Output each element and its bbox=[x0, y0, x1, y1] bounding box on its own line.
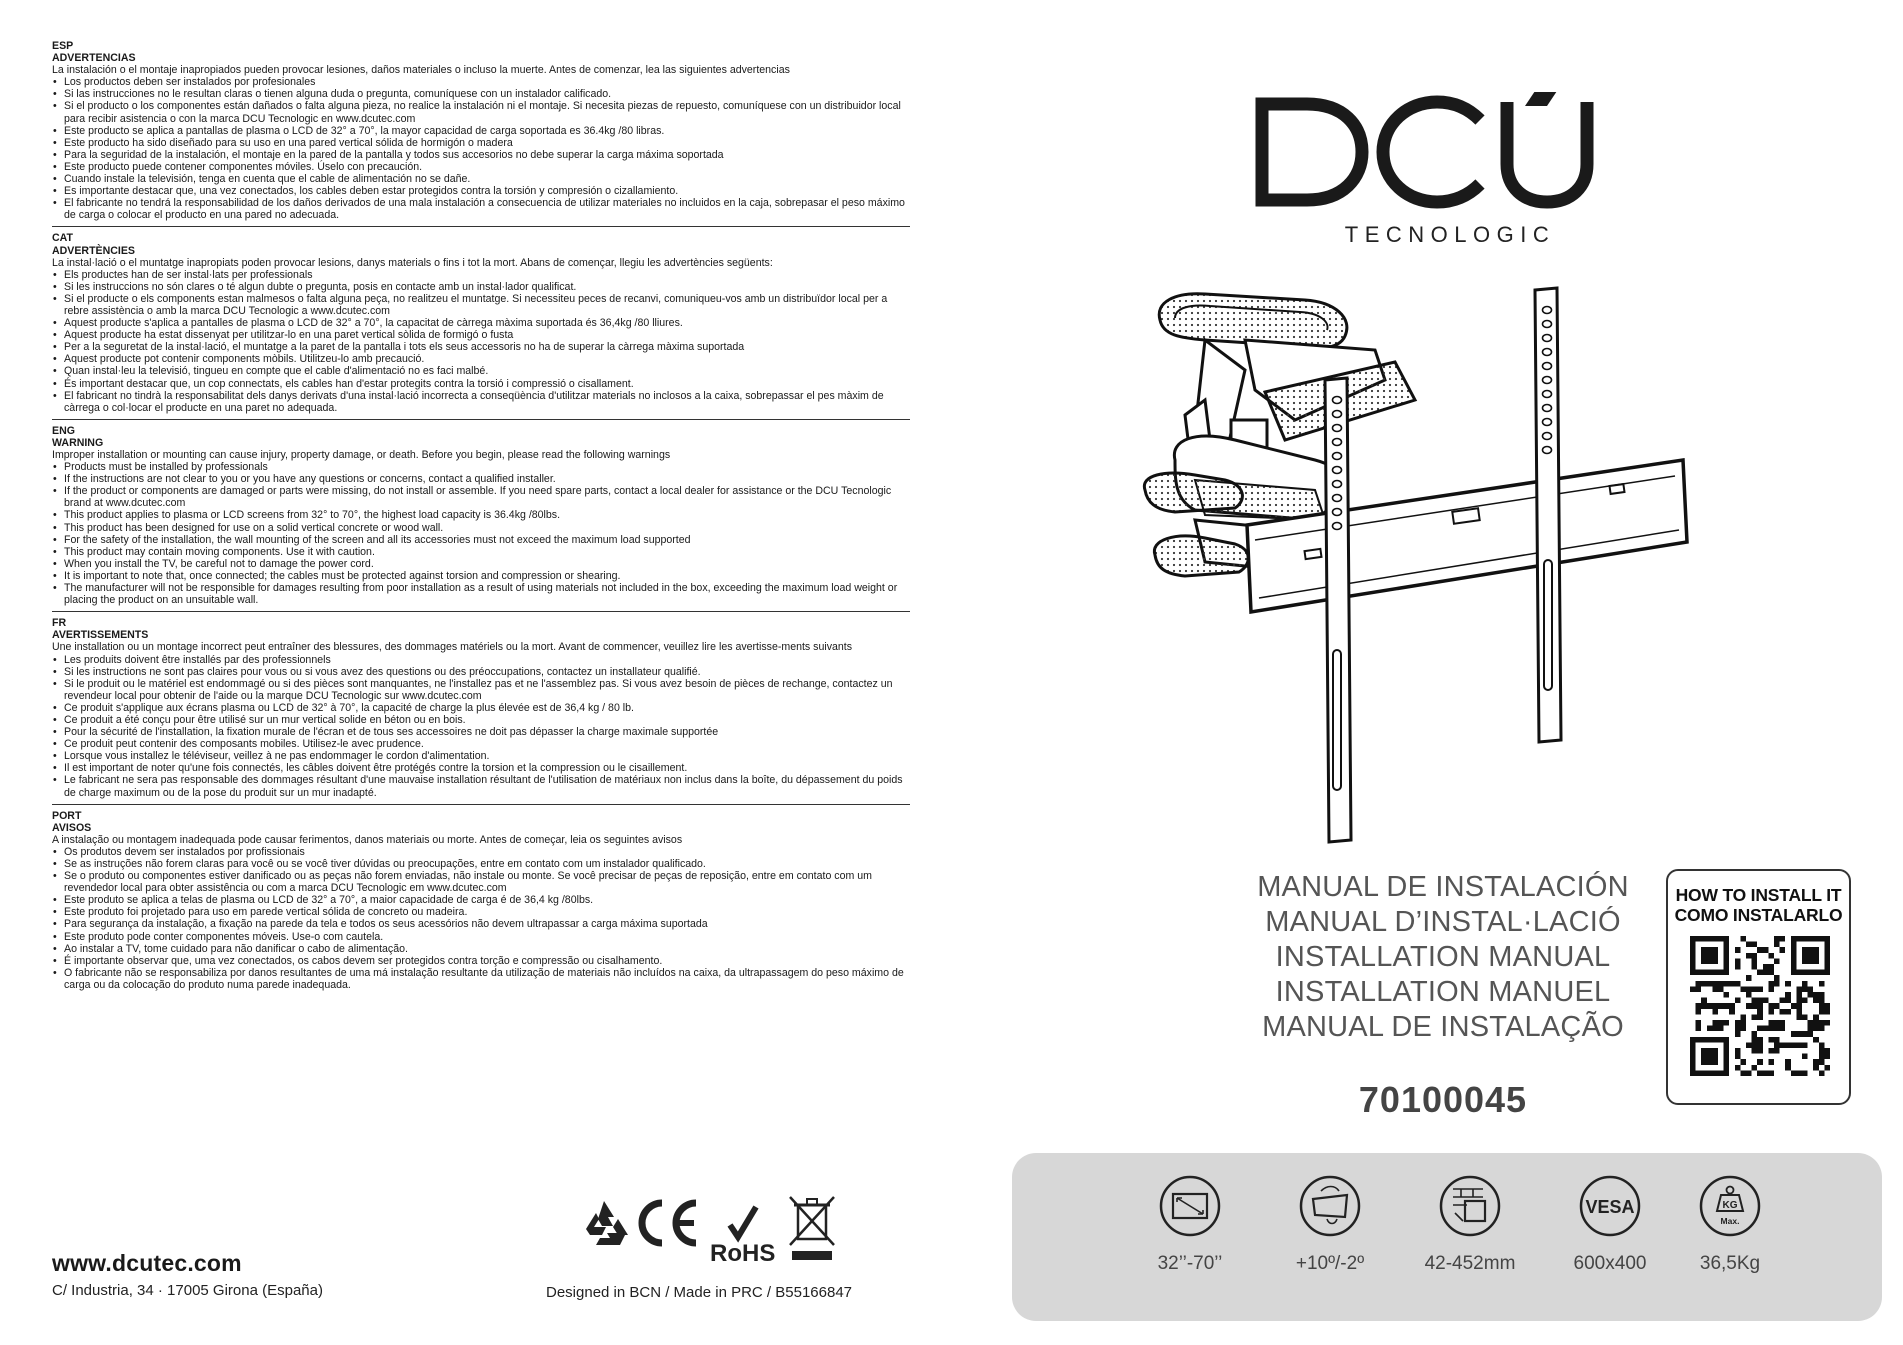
warning-item: • Este producto ha sido diseñado para su uso en una pared vertical sólida de hormigón o madera bbox=[52, 137, 910, 149]
svg-text:VESA: VESA bbox=[1585, 1197, 1635, 1217]
warning-section-fr bbox=[52, 617, 910, 804]
warning-section-cat bbox=[52, 232, 910, 419]
warning-item: • This product may contain moving components. Use it with caution. bbox=[52, 546, 910, 558]
warning-list bbox=[52, 846, 910, 991]
spec-wall-distance bbox=[1410, 1175, 1530, 1275]
title-es: MANUAL DE INSTALACIÓN bbox=[1257, 871, 1629, 903]
qr-code-box[interactable] bbox=[1666, 869, 1851, 1105]
warning-item: • Este producto se aplica a pantallas de plasma o LCD de 32° a 70°, la mayor capacidad de carga soportada es 36.4kg /80 libras. bbox=[52, 125, 910, 137]
warning-item: • Aquest producte pot contenir components mòbils. Utilitzeu-lo amb precaució. bbox=[52, 353, 910, 365]
warning-item: • El fabricante no tendrá la responsabilidad de los daños derivados de una mala instalación a consecuencia de utilizar materiales no incluidos en la caja, sobrepasar el peso máximo de carga o colocar el producto en una pared no adecuada. bbox=[52, 197, 910, 221]
website-link[interactable]: www.dcutec.com bbox=[52, 1250, 242, 1276]
warning-item: • Para la seguridad de la instalación, el montaje en la pared de la pantalla y todos sus accesorios no debe superar la carga máxima soportada bbox=[52, 149, 910, 161]
warning-item: • Los productos deben ser instalados por profesionales bbox=[52, 76, 910, 88]
warning-list bbox=[52, 461, 910, 606]
warning-item: • Pour la sécurité de l'installation, la fixation murale de l'écran et de tous ses accessoires ne doit pas dépasser la charge maximale supportée bbox=[52, 726, 910, 738]
warning-item: • The manufacturer will not be responsible for damages resulting from poor installation as a result of using materials not included in the box, exceeding the maximum load weight or placing the product on an unsuitable wall. bbox=[52, 582, 910, 606]
warning-item: • When you install the TV, be careful not to damage the power cord. bbox=[52, 558, 910, 570]
warning-heading: WARNING bbox=[52, 436, 104, 449]
recycle-icon bbox=[586, 1201, 628, 1245]
svg-text:KG: KG bbox=[1722, 1200, 1738, 1211]
spec-max-weight-value: 36,5Kg bbox=[1699, 1253, 1761, 1274]
max-weight-icon bbox=[1699, 1175, 1761, 1237]
warning-item: • É importante observar que, uma vez conectados, os cabos devem ser protegidos contra torção e compressão ou cisalhamento. bbox=[52, 955, 910, 967]
title-en: INSTALLATION MANUAL bbox=[1275, 941, 1611, 973]
brand-tagline: TECNOLOGIC bbox=[1344, 222, 1556, 247]
warning-item: • Ce produit s'applique aux écrans plasma ou LCD de 32° à 70°, la capacité de charge la plus élevée est de 36,4 kg / 80 lb. bbox=[52, 702, 910, 714]
model-number: 70100045 bbox=[1358, 1079, 1528, 1120]
qr-caption-es: COMO INSTALARLO bbox=[1674, 905, 1843, 925]
warning-item: • Il est important de noter qu'une fois connectés, les câbles doivent être protégés contre la torsion et la compression ou le cisaillement. bbox=[52, 762, 910, 774]
warning-item: • Si les instruccions no són clares o té algun dubte o pregunta, posis en contacte amb un instal·lador qualificat. bbox=[52, 281, 910, 293]
warning-item: • Aquest producte s'aplica a pantalles de plasma o LCD de 32° a 70°, la capacitat de càrrega màxima suportada és 36,4kg /80 lliures. bbox=[52, 317, 910, 329]
ce-mark-icon bbox=[642, 1203, 696, 1243]
warning-item: • Ce produit peut contenir des composants mobiles. Utilisez-le avec prudence. bbox=[52, 738, 910, 750]
warning-item: • Aquest producte ha estat dissenyat per utilitzar-lo en una paret vertical sòlida de formigó o fusta bbox=[52, 329, 910, 341]
language-code: CAT bbox=[52, 232, 73, 245]
warning-intro: La instal·lació o el muntatge inapropiats poden provocar lesions, danys materials o fins i tot la mort. Abans de començar, llegiu les advertències següents: bbox=[52, 256, 773, 269]
warning-heading: ADVERTENCIAS bbox=[52, 52, 136, 65]
warning-item: • It is important to note that, once connected; the cables must be protected against torsion and compression or shearing. bbox=[52, 570, 910, 582]
warning-section-port bbox=[52, 810, 910, 996]
rohs-icon bbox=[710, 1207, 775, 1263]
warning-item: • Este produto foi projetado para uso em parede vertical sólida de concreto ou madeira. bbox=[52, 906, 910, 918]
warning-item: • Cuando instale la televisión, tenga en cuenta que el cable de alimentación no se dañe. bbox=[52, 173, 910, 185]
warning-item: • Els productes han de ser instal·lats per professionals bbox=[52, 269, 910, 281]
warning-item: • This product has been designed for use on a solid vertical concrete or wood wall. bbox=[52, 522, 910, 534]
spec-panel bbox=[1012, 1153, 1882, 1321]
warning-item: • Le fabricant ne sera pas responsable des dommages résultant d'une mauvaise installation résultant de l'utilisation de matériaux non inclus dans la boîte, du dépassement du poids de charge maximum ou de la pose du produit sur un mur inadapté. bbox=[52, 774, 910, 798]
warning-intro: La instalación o el montaje inapropiados pueden provocar lesiones, daños materiales o incluso la muerte. Antes de comenzar, lea las siguientes advertencias bbox=[52, 64, 790, 77]
warning-item: • Products must be installed by professionals bbox=[52, 461, 910, 473]
spec-vesa bbox=[1550, 1175, 1670, 1275]
warning-heading: ADVERTÈNCIES bbox=[52, 244, 135, 257]
certification-marks bbox=[576, 1193, 846, 1263]
warning-intro: A instalação ou montagem inadequada pode causar ferimentos, danos materiais ou morte. Antes de começar, leia os seguintes avisos bbox=[52, 833, 683, 846]
spec-tilt bbox=[1270, 1175, 1390, 1275]
manual-titles bbox=[1238, 870, 1648, 1045]
warning-item: • If the product or components are damaged or parts were missing, do not install or assemble. If you need spare parts, contact a local dealer for assistance or the DCU Tecnologic brand at www.dcutec.com bbox=[52, 485, 910, 509]
language-code: FR bbox=[52, 617, 67, 630]
warning-item: • Per a la seguretat de la instal·lació, el muntatge a la paret de la pantalla i tots els seus accessoris no ha de superar la càrrega màxima suportada bbox=[52, 341, 910, 353]
warning-list bbox=[52, 76, 910, 221]
wall-distance-icon bbox=[1439, 1175, 1501, 1237]
tv-wall-mount-illustration bbox=[1135, 280, 1695, 850]
screen-size-icon bbox=[1159, 1175, 1221, 1237]
svg-text:Max.: Max. bbox=[1720, 1216, 1740, 1226]
title-fr: INSTALLATION MANUEL bbox=[1275, 976, 1611, 1008]
warning-item: • Ao instalar a TV, tome cuidado para não danificar o cabo de alimentação. bbox=[52, 943, 910, 955]
warning-item: • Si las instrucciones no le resultan claras o tienen alguna duda o pregunta, comuníquese con un instalador calificado. bbox=[52, 88, 910, 100]
warning-heading: AVERTISSEMENTS bbox=[52, 629, 149, 642]
warning-item: • Si le produit ou le matériel est endommagé ou si des pièces sont manquantes, ne l'installez pas et ne l'assemblez pas. Si vous avez besoin de pièces de rechange, contactez un revendeur local pour obtenir de l'aide ou la marque DCU Tecnologic sur www.dcutec.com bbox=[52, 678, 910, 702]
language-code: ENG bbox=[52, 424, 75, 437]
spec-max-weight bbox=[1670, 1175, 1790, 1275]
warning-item: • Es importante destacar que, una vez conectados, los cables deben estar protegidos contra la torsión y compresión o cizallamiento. bbox=[52, 185, 910, 197]
company-address: C/ Industria, 34 · 17005 Girona (España) bbox=[52, 1282, 323, 1299]
warning-item: • Les produits doivent être installés par des professionnels bbox=[52, 654, 910, 666]
warning-section-eng bbox=[52, 425, 910, 612]
title-ca: MANUAL D’INSTAL·LACIÓ bbox=[1265, 906, 1621, 938]
warning-list bbox=[52, 654, 910, 799]
warning-item: • Este produto se aplica a telas de plasma ou LCD de 32° a 70°, a maior capacidade de carga é de 36,4 kg /80lbs. bbox=[52, 894, 910, 906]
warning-item: • Si el producte o els components estan malmesos o falta alguna peça, no realitzeu el muntatge. Si necessiteu peces de recanvi, comuniqueu-vos amb un distribuïdor local per a rebre assistència o amb la marca DCU Tecnologic a www.dcutec.com bbox=[52, 293, 910, 317]
title-pt: MANUAL DE INSTALAÇÃO bbox=[1262, 1011, 1624, 1043]
vesa-icon bbox=[1579, 1175, 1641, 1237]
warning-item: • El fabricant no tindrà la responsabilitat dels danys derivats d'una instal·lació incorrecta a conseqüència d'utilitzar materials no inclosos a la caixa, sobrepassar el pes màxim de càrrega o col·locar el producte en una paret no adequada. bbox=[52, 390, 910, 414]
warning-item: • Ce produit a été conçu pour être utilisé sur un mur vertical solide en béton ou en bois. bbox=[52, 714, 910, 726]
weee-bin-icon bbox=[790, 1197, 834, 1260]
tilt-icon bbox=[1299, 1175, 1361, 1237]
warning-item: • For the safety of the installation, the wall mounting of the screen and all its accessories must not exceed the maximum load supported bbox=[52, 534, 910, 546]
spec-screen-size-value: 32’’-70’’ bbox=[1157, 1253, 1223, 1274]
designed-in-text: Designed in BCN / Made in PRC / B55166847 bbox=[546, 1284, 853, 1301]
warning-intro: Improper installation or mounting can cause injury, property damage, or death. Before you begin, please read the following warnings bbox=[52, 449, 671, 461]
warning-item: • Lorsque vous installez le téléviseur, veillez à ne pas endommager le cordon d'alimentation. bbox=[52, 750, 910, 762]
rohs-label: RoHS bbox=[710, 1240, 776, 1263]
warning-item: • This product applies to plasma or LCD screens from 32° to 70°, the highest load capacity is 36.4kg /80lbs. bbox=[52, 509, 910, 521]
warning-item: • Si el producto o los componentes están dañados o falta alguna pieza, no realice la instalación ni el montaje. Si necesita piezas de repuesto, comuníquese con un distribuidor local para recibir asistencia o con la marca DCU Tecnologic en www.dcutec.com bbox=[52, 100, 910, 124]
warning-item: • Si les instructions ne sont pas claires pour vous ou si vous avez des questions ou des préoccupations, contactez un installateur qualifié. bbox=[52, 666, 910, 678]
spec-tilt-value: +10º/-2º bbox=[1295, 1253, 1365, 1274]
warning-intro: Une installation ou un montage incorrect peut entraîner des blessures, des dommages matériels ou la mort. Avant de commencer, veuillez lire les avertisse-ments suivants bbox=[52, 641, 853, 654]
warning-item: • És important destacar que, un cop connectats, els cables han d'estar protegits contra la torsió i compressió o cisallament. bbox=[52, 378, 910, 390]
qr-caption-en: HOW TO INSTALL IT bbox=[1675, 885, 1842, 905]
warning-item: • Se o produto ou componentes estiver danificado ou as peças não forem enviadas, não instale ou monte. Se você precisar de peças de reposição, entre em contato com um revendedor local para obter assistência ou com a marca DCU Tecnologic em www.dcutec.com bbox=[52, 870, 910, 894]
warning-list bbox=[52, 269, 910, 414]
spec-screen-size bbox=[1130, 1175, 1250, 1275]
warning-item: • Para segurança da instalação, a fixação na parede da tela e todos os seus acessórios não devem ultrapassar a carga máxima suportada bbox=[52, 918, 910, 930]
language-code: PORT bbox=[52, 809, 82, 822]
warning-section-esp bbox=[52, 40, 910, 227]
warning-item: • If the instructions are not clear to you or you have any questions or concerns, contact a qualified installer. bbox=[52, 473, 910, 485]
qr-code-icon[interactable] bbox=[1690, 936, 1830, 1076]
warning-item: • Este producto puede contener componentes móviles. Úselo con precaución. bbox=[52, 161, 910, 173]
warning-item: • Este produto pode conter componentes móveis. Use-o com cautela. bbox=[52, 931, 910, 943]
language-code: ESP bbox=[52, 40, 74, 52]
spec-vesa-value: 600x400 bbox=[1573, 1253, 1647, 1274]
warnings-column bbox=[52, 40, 910, 1001]
warning-heading: AVISOS bbox=[52, 821, 92, 834]
warning-item: • Se as instruções não forem claras para você ou se você tiver dúvidas ou preocupações, entre em contato com um instalador qualificado. bbox=[52, 858, 910, 870]
warning-item: • O fabricante não se responsabiliza por danos resultantes de uma má instalação resultante da utilização de materiais não incluídos na caixa, da ultrapassagem do peso máximo de carga ou da colocação do produto numa parede inadequada. bbox=[52, 967, 910, 991]
spec-wall-distance-value: 42-452mm bbox=[1424, 1253, 1516, 1274]
warning-item: • Os produtos devem ser instalados por profissionais bbox=[52, 846, 910, 858]
warning-item: • Quan instal·leu la televisió, tingueu en compte que el cable d'alimentació no es faci malbé. bbox=[52, 365, 910, 377]
